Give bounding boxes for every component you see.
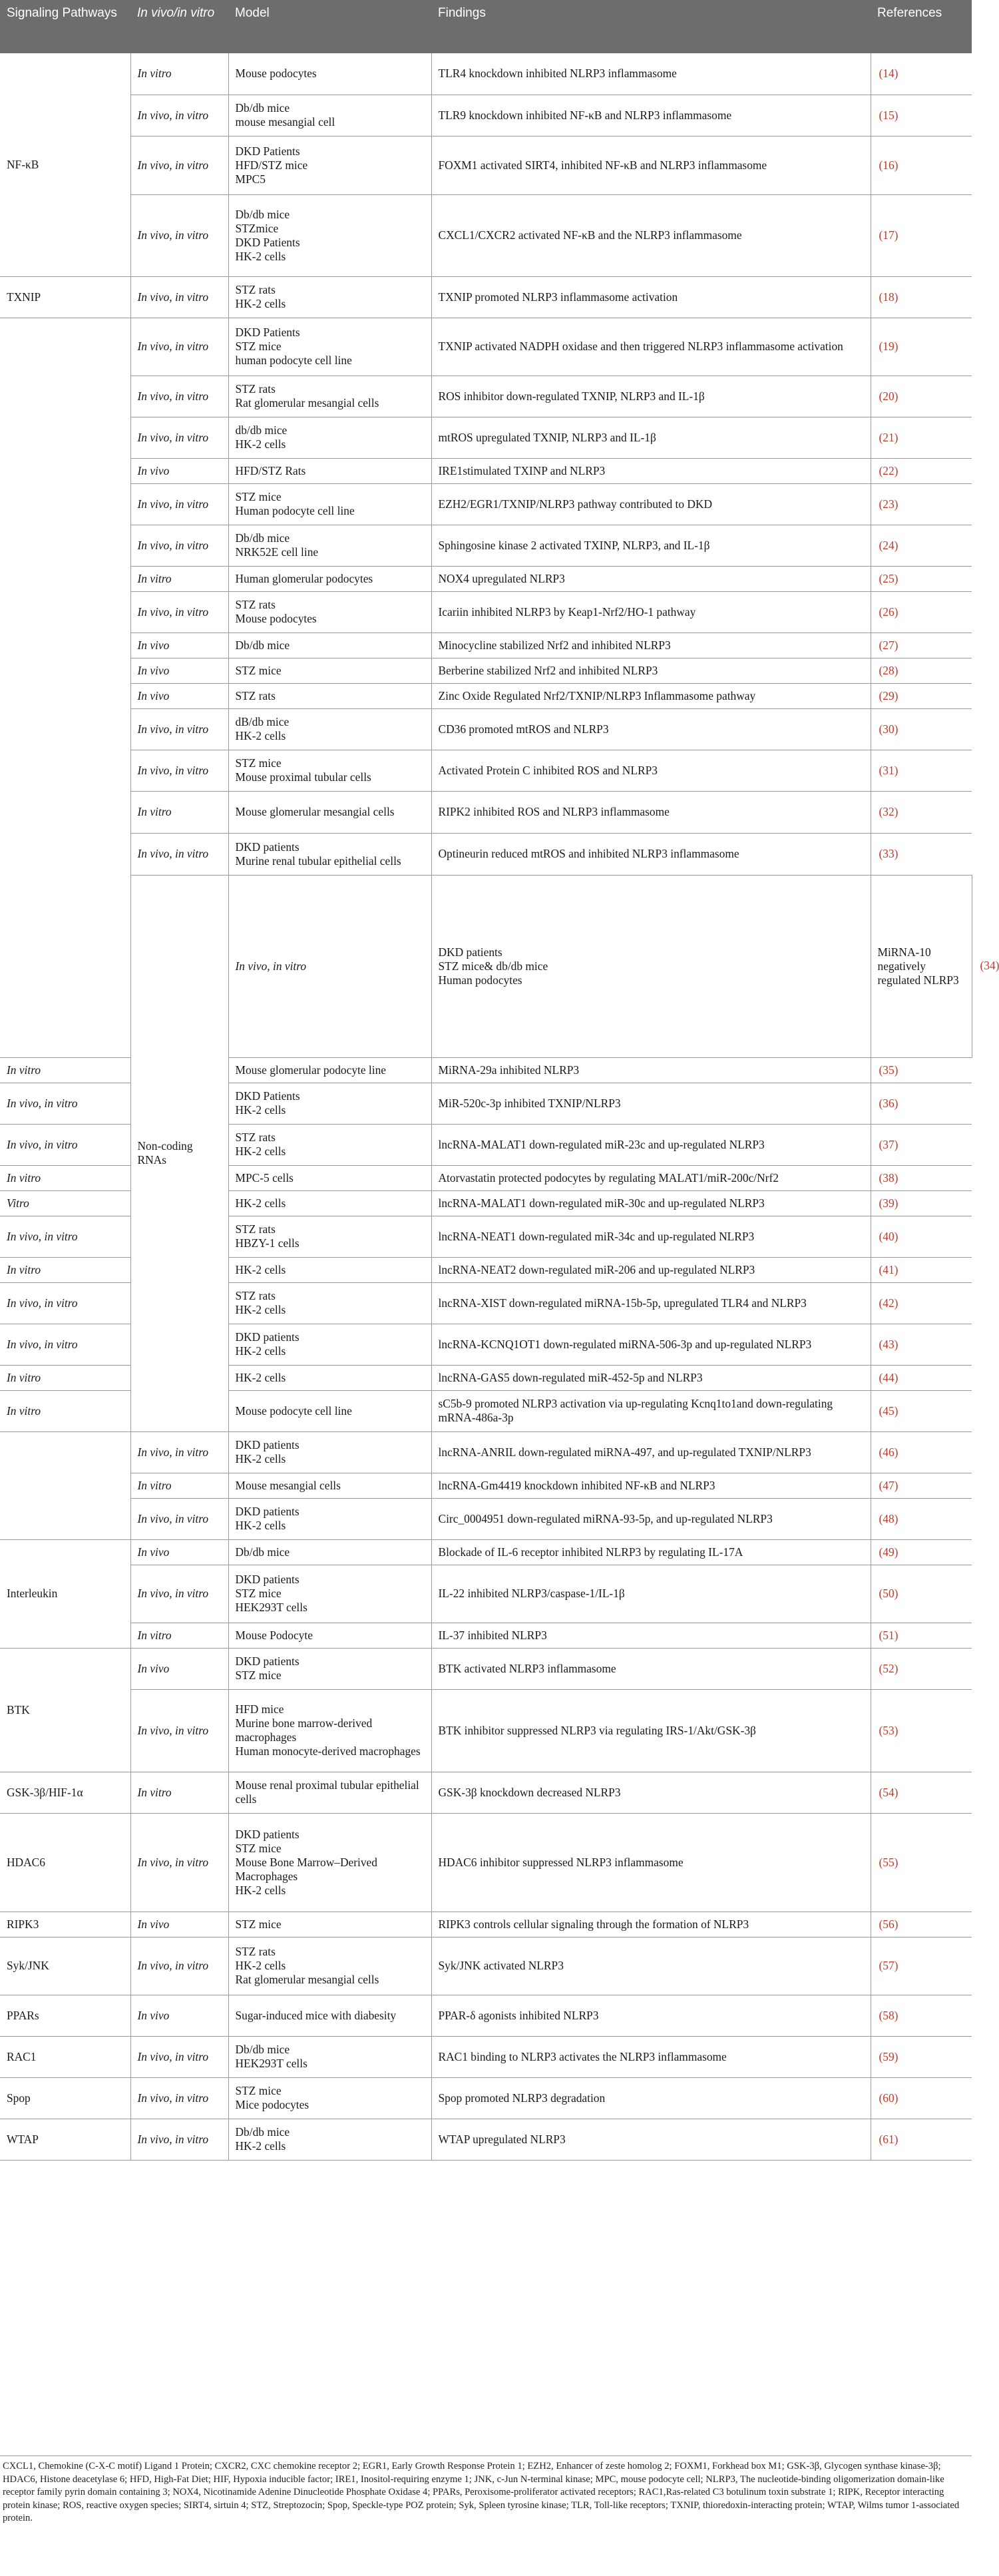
model-cell: Db/db mice NRK52E cell line [228,525,431,566]
model-cell: Db/db mice STZmice DKD Patients HK-2 cells [228,194,431,276]
table-row [0,417,972,458]
table-row [0,708,972,750]
reference-link[interactable]: (14) [871,53,972,95]
table-row [0,1772,972,1813]
study-type-cell: In vivo [130,1539,228,1565]
reference-link[interactable]: (60) [871,2077,972,2119]
reference-link[interactable]: (52) [871,1648,972,1689]
study-type-cell: In vivo, in vitro [130,525,228,566]
model-cell: STZ rats HK-2 cells [228,1124,431,1165]
model-cell: DKD patients STZ mice HEK293T cells [228,1565,431,1623]
pathway-cell: RAC1 [0,2036,130,2077]
findings-cell: Optineurin reduced mtROS and inhibited NLRP3 inflammasome [431,833,871,875]
study-type-cell: In vitro [0,1057,130,1083]
study-type-cell: In vivo [130,1912,228,1937]
reference-link[interactable]: (49) [871,1539,972,1565]
header-references: References [871,0,972,53]
findings-cell: Circ_0004951 down-regulated miRNA-93-5p, and up-regulated NLRP3 [431,1498,871,1539]
pathway-cell: PPARs [0,1995,130,2036]
study-type-cell: In vivo [130,633,228,658]
table-row [0,1473,972,1498]
reference-link[interactable]: (23) [871,483,972,525]
model-cell: HFD/STZ Rats [228,458,431,483]
findings-cell: MiRNA-29a inhibited NLRP3 [431,1057,871,1083]
pathway-cell: BTK [0,1648,130,1772]
table-row [0,2036,972,2077]
table-row [0,1995,972,2036]
reference-link[interactable]: (61) [871,2119,972,2160]
table-row [0,2119,972,2160]
pathway-cell: Spop [0,2077,130,2119]
findings-cell: lncRNA-ANRIL down-regulated miRNA-497, and up-regulated TXNIP/NLRP3 [431,1431,871,1473]
reference-link[interactable]: (57) [871,1937,972,1995]
table-row [0,376,972,417]
findings-cell: PPAR-δ agonists inhibited NLRP3 [431,1995,871,2036]
study-type-cell: In vivo, in vitro [130,483,228,525]
model-cell: DKD patients STZ mice& db/db mice Human podocytes [431,875,871,1057]
model-cell: Db/db mice [228,633,431,658]
reference-link[interactable]: (24) [871,525,972,566]
model-cell: Sugar-induced mice with diabesity [228,1995,431,2036]
table-row [0,2077,972,2119]
table-row: Non-coding RNAs In vivo, in vitro DKD patients STZ mice& db/db mice Human podocytes MiRNA-10 negatively regulated NLRP3 (34) [0,875,972,1057]
model-cell: STZ rats Mouse podocytes [228,591,431,633]
reference-link[interactable]: (22) [871,458,972,483]
table-row [0,1648,972,1689]
study-type-cell: In vivo [130,458,228,483]
table-row [0,833,972,875]
reference-link[interactable]: (33) [871,833,972,875]
pathway-cell: RIPK3 [0,1912,130,1937]
findings-cell: MiR-520c-3p inhibited TXNIP/NLRP3 [431,1083,871,1124]
table-row [0,1689,972,1772]
model-cell: DKD Patients STZ mice human podocyte cell line [228,318,431,376]
study-type-cell: In vivo, in vitro [130,2077,228,2119]
findings-cell: TLR9 knockdown inhibited NF-κB and NLRP3 inflammasome [431,95,871,136]
findings-cell: IL-37 inhibited NLRP3 [431,1623,871,1648]
model-cell: Db/db mice HK-2 cells [228,2119,431,2160]
findings-cell: Minocycline stabilized Nrf2 and inhibited NLRP3 [431,633,871,658]
study-type-cell: In vitro [0,1257,130,1282]
model-cell: Mouse podocyte cell line [228,1390,431,1431]
findings-cell: CXCL1/CXCR2 activated NF-κB and the NLRP3 inflammasome [431,194,871,276]
reference-link[interactable]: (42) [871,1282,972,1324]
findings-cell: TXNIP activated NADPH oxidase and then triggered NLRP3 inflammasome activation [431,318,871,376]
reference-link[interactable]: (59) [871,2036,972,2077]
findings-cell: IRE1stimulated TXINP and NLRP3 [431,458,871,483]
findings-cell: Activated Protein C inhibited ROS and NLRP3 [431,750,871,791]
reference-link[interactable]: (17) [871,194,972,276]
table-row [0,95,972,136]
reference-link[interactable]: (50) [871,1565,972,1623]
study-type-cell: In vivo [130,1995,228,2036]
table-row [0,318,972,376]
findings-cell: lncRNA-KCNQ1OT1 down-regulated miRNA-506-3p and up-regulated NLRP3 [431,1324,871,1365]
table-row [0,194,972,276]
table-row [0,683,972,708]
study-type-cell: In vivo [130,683,228,708]
pathway-cell: HDAC6 [0,1813,130,1912]
reference-link[interactable]: (43) [871,1324,972,1365]
model-cell: STZ rats HK-2 cells Rat glomerular mesangial cells [228,1937,431,1995]
findings-cell: Zinc Oxide Regulated Nrf2/TXNIP/NLRP3 Inflammasome pathway [431,683,871,708]
model-cell: Mouse glomerular mesangial cells [228,791,431,833]
findings-cell: Blockade of IL-6 receptor inhibited NLRP3 by regulating IL-17A [431,1539,871,1565]
pathway-cell [0,1431,130,1539]
reference-link[interactable]: (53) [871,1689,972,1772]
model-cell: STZ rats HK-2 cells [228,276,431,318]
study-type-cell: In vivo, in vitro [130,750,228,791]
findings-cell: RAC1 binding to NLRP3 activates the NLRP3 inflammasome [431,2036,871,2077]
study-type-cell: In vivo, in vitro [130,376,228,417]
model-cell: Mouse renal proximal tubular epithelial cells [228,1772,431,1813]
reference-link[interactable]: (58) [871,1995,972,2036]
findings-cell: Berberine stabilized Nrf2 and inhibited NLRP3 [431,658,871,683]
study-type-cell: In vivo, in vitro [130,1689,228,1772]
table-row [0,1623,972,1648]
model-cell: STZ rats Rat glomerular mesangial cells [228,376,431,417]
findings-cell: BTK inhibitor suppressed NLRP3 via regulating IRS-1/Akt/GSK-3β [431,1689,871,1772]
findings-cell: lncRNA-NEAT1 down-regulated miR-34c and up-regulated NLRP3 [431,1216,871,1257]
table-row [0,483,972,525]
model-cell: MPC-5 cells [228,1165,431,1190]
table-row [0,525,972,566]
table-row [0,276,972,318]
reference-link[interactable]: (51) [871,1623,972,1648]
reference-link[interactable]: (26) [871,591,972,633]
pathway-cell: Interleukin [0,1539,130,1648]
model-cell: Human glomerular podocytes [228,566,431,591]
model-cell: HK-2 cells [228,1365,431,1390]
study-type-cell: In vivo, in vitro [228,875,431,1057]
reference-link[interactable]: (44) [871,1365,972,1390]
reference-link[interactable]: (39) [871,1190,972,1216]
study-type-cell: In vivo, in vitro [130,194,228,276]
model-cell: dB/db mice HK-2 cells [228,708,431,750]
model-cell: Mouse podocytes [228,53,431,95]
findings-cell: HDAC6 inhibitor suppressed NLRP3 inflammasome [431,1813,871,1912]
table-row [0,591,972,633]
findings-cell: TXNIP promoted NLRP3 inflammasome activation [431,276,871,318]
findings-cell: NOX4 upregulated NLRP3 [431,566,871,591]
model-cell: STZ mice [228,1912,431,1937]
study-type-cell: In vivo, in vitro [130,95,228,136]
findings-cell: ROS inhibitor down-regulated TXNIP, NLRP3 and IL-1β [431,376,871,417]
table-row [0,1565,972,1623]
study-type-cell: In vivo, in vitro [130,833,228,875]
model-cell: STZ rats HK-2 cells [228,1282,431,1324]
study-type-cell: Vitro [0,1190,130,1216]
model-cell: DKD patients STZ mice Mouse Bone Marrow–Derived Macrophages HK-2 cells [228,1813,431,1912]
table-row [0,1813,972,1912]
pathway-cell: GSK-3β/HIF-1α [0,1772,130,1813]
reference-link[interactable]: (29) [871,683,972,708]
reference-link[interactable]: (32) [871,791,972,833]
study-type-cell: In vivo, in vitro [130,591,228,633]
reference-link[interactable]: (37) [871,1124,972,1165]
reference-link[interactable]: (48) [871,1498,972,1539]
reference-link[interactable]: (45) [871,1390,972,1431]
reference-link[interactable]: (54) [871,1772,972,1813]
model-cell: Db/db mice mouse mesangial cell [228,95,431,136]
study-type-cell: In vivo, in vitro [130,276,228,318]
pathway-cell: Non-coding RNAs [130,875,228,1431]
findings-cell: CD36 promoted mtROS and NLRP3 [431,708,871,750]
model-cell: Mouse Podocyte [228,1623,431,1648]
model-cell: DKD Patients HFD/STZ mice MPC5 [228,136,431,194]
reference-link[interactable]: (16) [871,136,972,194]
model-cell: STZ rats HBZY-1 cells [228,1216,431,1257]
findings-cell: lncRNA-MALAT1 down-regulated miR-30c and up-regulated NLRP3 [431,1190,871,1216]
study-type-cell: In vivo, in vitro [130,318,228,376]
study-type-cell: In vitro [130,1772,228,1813]
model-cell: DKD Patients HK-2 cells [228,1083,431,1124]
findings-cell: lncRNA-Gm4419 knockdown inhibited NF-κB and NLRP3 [431,1473,871,1498]
model-cell: HK-2 cells [228,1257,431,1282]
header-model: Model [228,0,431,53]
study-type-cell: In vitro [130,791,228,833]
findings-cell: GSK-3β knockdown decreased NLRP3 [431,1772,871,1813]
findings-cell: lncRNA-XIST down-regulated miRNA-15b-5p, upregulated TLR4 and NLRP3 [431,1282,871,1324]
findings-cell: WTAP upregulated NLRP3 [431,2119,871,2160]
findings-cell: lncRNA-MALAT1 down-regulated miR-23c and up-regulated NLRP3 [431,1124,871,1165]
study-type-cell: In vivo, in vitro [130,417,228,458]
table-row [0,1431,972,1473]
model-cell: HK-2 cells [228,1190,431,1216]
findings-cell: RIPK2 inhibited ROS and NLRP3 inflammasome [431,791,871,833]
study-type-cell: In vivo, in vitro [130,1431,228,1473]
table-row [0,458,972,483]
reference-link[interactable]: (28) [871,658,972,683]
findings-cell: Spop promoted NLRP3 degradation [431,2077,871,2119]
study-type-cell: In vivo, in vitro [0,1083,130,1124]
header-findings: Findings [431,0,871,53]
model-cell: STZ mice Mice podocytes [228,2077,431,2119]
model-cell: DKD patients Murine renal tubular epithelial cells [228,833,431,875]
study-type-cell: In vivo, in vitro [0,1124,130,1165]
study-type-cell: In vivo, in vitro [130,136,228,194]
model-cell: Mouse glomerular podocyte line [228,1057,431,1083]
study-type-cell: In vitro [130,1473,228,1498]
findings-cell: lncRNA-NEAT2 down-regulated miR-206 and up-regulated NLRP3 [431,1257,871,1282]
table-row [0,1498,972,1539]
reference-link[interactable]: (20) [871,376,972,417]
reference-link[interactable]: (18) [871,276,972,318]
study-type-cell: In vivo, in vitro [130,708,228,750]
header-row [0,0,972,53]
findings-cell: EZH2/EGR1/TXNIP/NLRP3 pathway contributed to DKD [431,483,871,525]
study-type-cell: In vitro [130,566,228,591]
header-signaling-pathways: Signaling Pathways [0,0,130,53]
reference-link[interactable]: (30) [871,708,972,750]
model-cell: db/db mice HK-2 cells [228,417,431,458]
model-cell: DKD patients HK-2 cells [228,1498,431,1539]
study-type-cell: In vitro [130,53,228,95]
study-type-cell: In vivo, in vitro [130,2119,228,2160]
findings-cell: TLR4 knockdown inhibited NLRP3 inflammasome [431,53,871,95]
reference-link[interactable]: (21) [871,417,972,458]
model-cell: STZ mice Mouse proximal tubular cells [228,750,431,791]
reference-link[interactable]: (40) [871,1216,972,1257]
study-type-cell: In vitro [0,1365,130,1390]
header-in-vivo-in-vitro: In vivo/in vitro [130,0,228,53]
model-cell: DKD patients HK-2 cells [228,1431,431,1473]
reference-link[interactable]: (15) [871,95,972,136]
study-type-cell: In vitro [0,1165,130,1190]
model-cell: STZ mice [228,658,431,683]
findings-cell: FOXM1 activated SIRT4, inhibited NF-κB and NLRP3 inflammasome [431,136,871,194]
table-row [0,53,972,95]
reference-link[interactable]: (56) [871,1912,972,1937]
reference-link[interactable]: (27) [871,633,972,658]
findings-cell: Icariin inhibited NLRP3 by Keap1-Nrf2/HO-1 pathway [431,591,871,633]
findings-cell: sC5b-9 promoted NLRP3 activation via up-regulating Kcnq1to1and down-regulating mRNA-486a-3p [431,1390,871,1431]
reference-link[interactable]: (36) [871,1083,972,1124]
table-row [0,136,972,194]
table-row [0,633,972,658]
table-row [0,658,972,683]
pathway-cell: Syk/JNK [0,1937,130,1995]
reference-link[interactable]: (31) [871,750,972,791]
reference-link[interactable]: (47) [871,1473,972,1498]
model-cell: Db/db mice [228,1539,431,1565]
table-row [0,791,972,833]
study-type-cell: In vivo, in vitro [0,1324,130,1365]
reference-link[interactable]: (25) [871,566,972,591]
study-type-cell: In vivo, in vitro [0,1282,130,1324]
reference-link[interactable]: (38) [871,1165,972,1190]
reference-link[interactable]: (55) [871,1813,972,1912]
model-cell: Db/db mice HEK293T cells [228,2036,431,2077]
study-type-cell: In vivo, in vitro [130,1813,228,1912]
pathway-cell: WTAP [0,2119,130,2160]
findings-cell: Syk/JNK activated NLRP3 [431,1937,871,1995]
findings-cell: MiRNA-10 negatively regulated NLRP3 [871,875,972,1057]
pathway-cell: NF-κB [0,53,130,276]
findings-cell: lncRNA-GAS5 down-regulated miR-452-5p and NLRP3 [431,1365,871,1390]
model-cell: HFD mice Murine bone marrow-derived macrophages Human monocyte-derived macrophages [228,1689,431,1772]
model-cell: DKD patients HK-2 cells [228,1324,431,1365]
reference-link[interactable]: (19) [871,318,972,376]
table-row [0,566,972,591]
findings-cell: mtROS upregulated TXNIP, NLRP3 and IL-1β [431,417,871,458]
pathway-cell: TXNIP [0,276,130,318]
study-type-cell: In vivo, in vitro [0,1216,130,1257]
model-cell: STZ mice Human podocyte cell line [228,483,431,525]
study-type-cell: In vivo, in vitro [130,2036,228,2077]
table-row [0,1539,972,1565]
findings-cell: Atorvastatin protected podocytes by regulating MALAT1/miR-200c/Nrf2 [431,1165,871,1190]
findings-cell: Sphingosine kinase 2 activated TXINP, NLRP3, and IL-1β [431,525,871,566]
pathway-cell [0,318,130,1057]
findings-cell: IL-22 inhibited NLRP3/caspase-1/IL-1β [431,1565,871,1623]
model-cell: STZ rats [228,683,431,708]
study-type-cell: In vivo, in vitro [130,1937,228,1995]
model-cell: Mouse mesangial cells [228,1473,431,1498]
reference-link[interactable]: (46) [871,1431,972,1473]
reference-link[interactable]: (35) [871,1057,972,1083]
study-type-cell: In vivo, in vitro [130,1565,228,1623]
study-type-cell: In vivo, in vitro [130,1498,228,1539]
table-row [0,750,972,791]
findings-cell: BTK activated NLRP3 inflammasome [431,1648,871,1689]
study-type-cell: In vivo [130,658,228,683]
study-type-cell: In vivo [130,1648,228,1689]
study-type-cell: In vitro [0,1390,130,1431]
reference-link[interactable]: (41) [871,1257,972,1282]
table-footnote: CXCL1, Chemokine (C-X-C motif) Ligand 1 Protein; CXCR2, CXC chemokine receptor 2; EGR1, Early Growth Response Protein 1; EZH2, Enhancer of zeste homolog 2; FOXM1, Forkhead box M1; GSK-3β, Glycogen synthase kinase-3β; HDAC6, Histone deacetylase 6; HFD, High-Fat Diet; HIF, Hypoxia inducible factor; IRE1, Inositol-requiring enzyme 1; JNK, c-Jun N-terminal kinase; MPC, mouse podocyte cell; NLRP3, The nucleotide-binding oligomerization domain-like receptor family pyrin domain containing 3; NOX4, Nicotinamide Adenine Dinucleotide Phosphate Oxidase 4; PPARs, Peroxisome-proliferator activated receptors; RAC1,Ras-related C3 botulinum toxin substrate 1; RIPK, Receptor interacting protein kinase; ROS, reactive oxygen species; SIRT4, sirtuin 4; STZ, Streptozocin; Spop, Speckle-type POZ protein; Syk, Spleen tyrosine kinase; TLR, Toll-like receptors; TXNIP, thioredoxin-interacting protein; WTAP, Wilms tumor 1-associated protein. [0,2455,972,2525]
findings-cell: RIPK3 controls cellular signaling through the formation of NLRP3 [431,1912,871,1937]
table-body [0,53,999,2160]
study-type-cell: In vitro [130,1623,228,1648]
table-row [0,1912,972,1937]
model-cell: DKD patients STZ mice [228,1648,431,1689]
table-row [0,1937,972,1995]
